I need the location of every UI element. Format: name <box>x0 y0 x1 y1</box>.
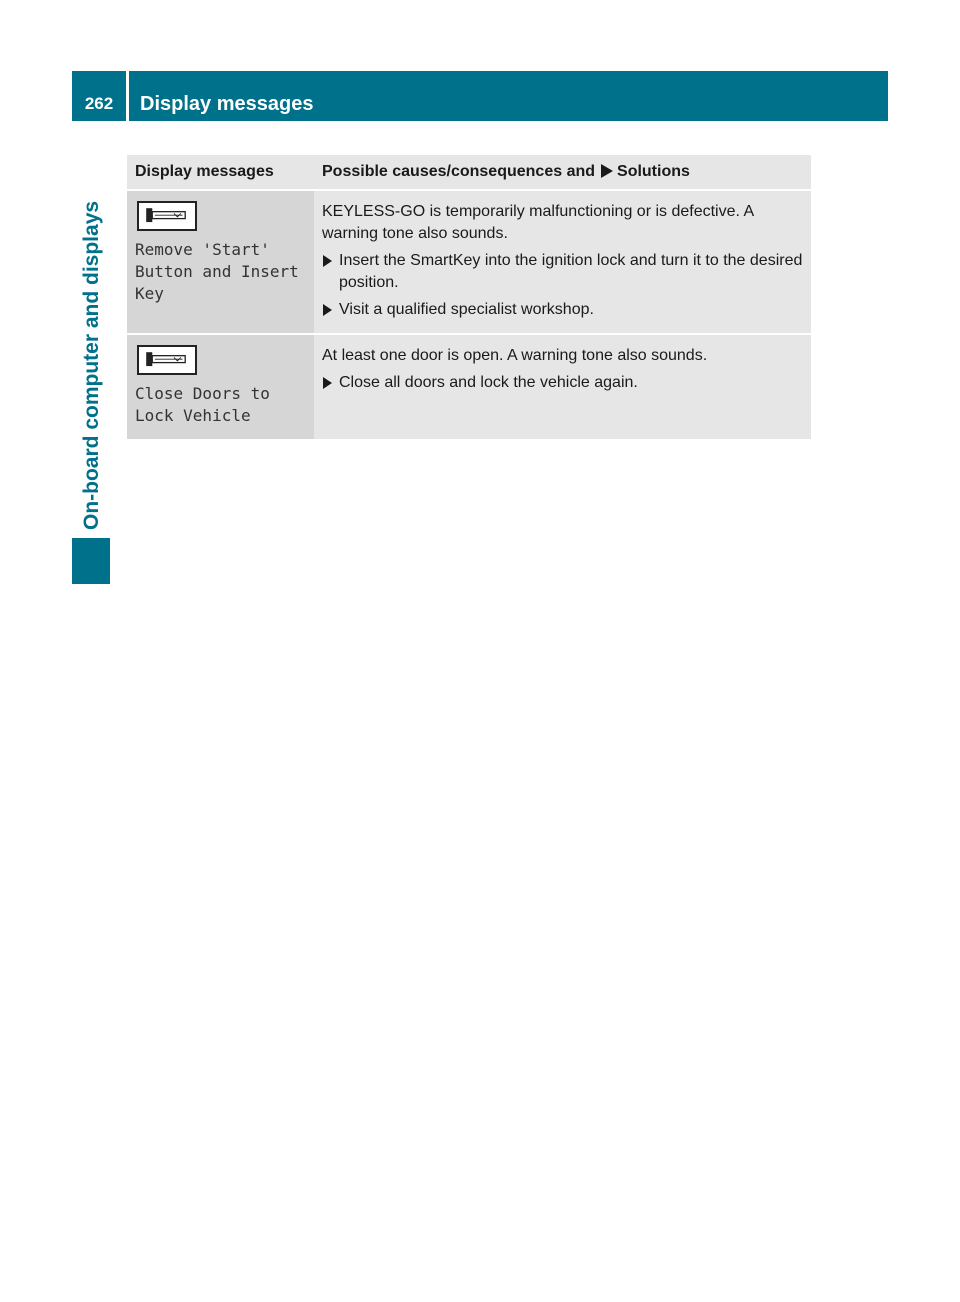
table-header-row <box>127 155 811 190</box>
table-row <box>127 334 811 440</box>
solution-step <box>322 372 803 394</box>
side-section-label: On-board computer and displays <box>80 200 103 530</box>
solution-step <box>322 250 803 294</box>
key-icon <box>137 345 197 375</box>
header-divider <box>126 71 129 121</box>
cause-text: At least one door is open. A warning tone also sounds. <box>322 347 708 364</box>
side-section-block <box>72 538 110 584</box>
page-title: Display messages <box>140 93 314 115</box>
column-header-suffix: Solutions <box>617 163 690 180</box>
solution-step-text: Insert the SmartKey into the ignition lock and turn it to the desired position. <box>339 252 803 291</box>
column-header-display-messages: Display messages <box>127 155 314 190</box>
display-message-cell <box>127 334 314 440</box>
display-message-text: Close Doors to Lock Vehicle <box>135 384 270 425</box>
cause-text: KEYLESS-GO is temporarily malfunctioning or is defective. A warning tone also sounds. <box>322 203 754 242</box>
solution-step-text: Visit a qualified specialist workshop. <box>339 301 594 318</box>
page-number: 262 <box>84 94 114 113</box>
display-message-text: Remove 'Start' Button and Insert Key <box>135 240 299 303</box>
solution-step <box>322 299 803 321</box>
key-icon <box>137 201 197 231</box>
arrow-right-icon <box>601 164 613 178</box>
column-header-prefix: Possible causes/consequences and <box>322 163 596 180</box>
column-header-causes-solutions <box>314 155 811 190</box>
step-arrow-icon <box>323 377 332 389</box>
step-arrow-icon <box>323 255 332 267</box>
display-message-cell <box>127 190 314 334</box>
table-row <box>127 190 811 334</box>
causes-solutions-cell <box>314 334 811 440</box>
step-arrow-icon <box>323 304 332 316</box>
display-messages-table <box>127 155 811 441</box>
solution-step-text: Close all doors and lock the vehicle again. <box>339 374 638 391</box>
causes-solutions-cell <box>314 190 811 334</box>
